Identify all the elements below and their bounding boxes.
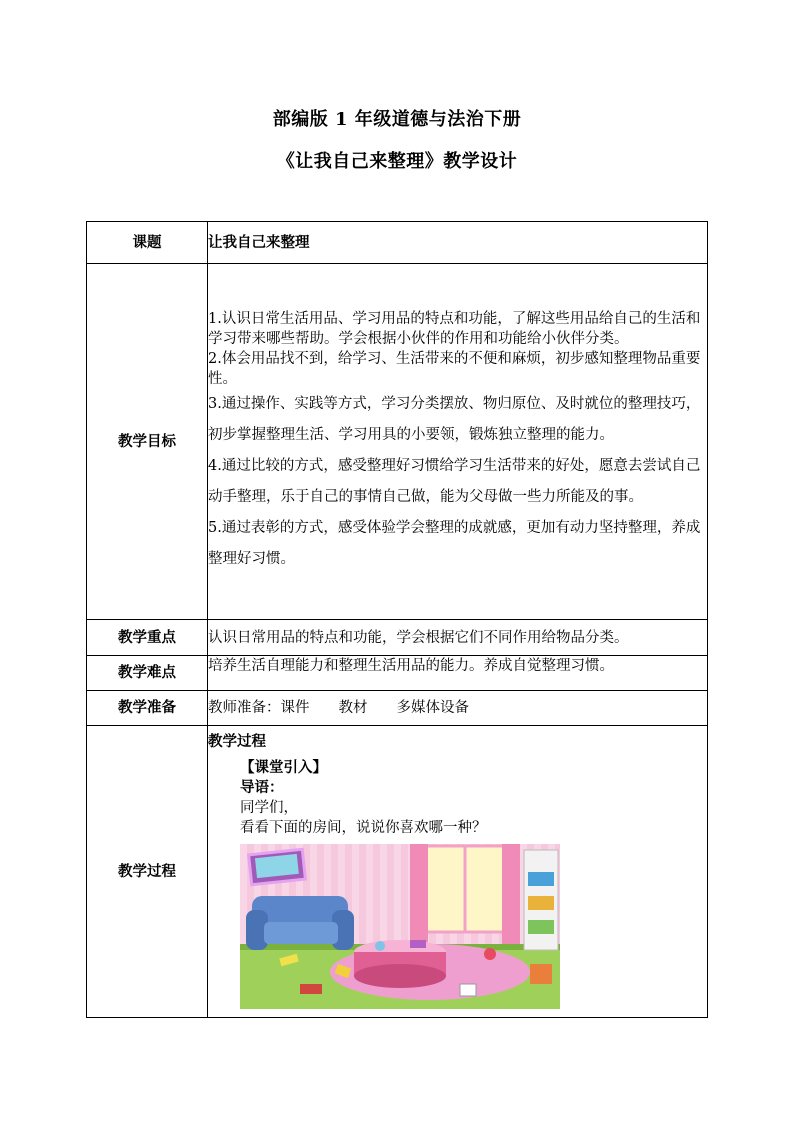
process-heading: 教学过程 [208, 733, 266, 750]
lead-in-label: 导语： [240, 779, 284, 796]
topic-label: 课题 [87, 222, 208, 264]
section-intro-heading: 【课堂引入】 [240, 759, 327, 776]
document-subtitle: 《让我自己来整理》教学设计 [276, 151, 518, 172]
difficulty-value: 培养生活自理能力和整理生活用品的能力。养成自觉整理习惯。 [208, 656, 708, 691]
table-row-key-points [87, 620, 708, 656]
table-row-difficulty [87, 656, 708, 691]
goals-label: 教学目标 [87, 264, 208, 620]
messy-room-illustration [240, 844, 560, 1009]
key-points-value: 认识日常用品的特点和功能，学会根据它们不同作用给物品分类。 [208, 620, 708, 656]
process-label: 教学过程 [87, 726, 208, 1018]
process-line-1: 同学们， [240, 800, 298, 816]
goal-item-1: 1.认识日常生活用品、学习用品的特点和功能，了解这些用品给自己的生活和学习带来哪些帮助。学会根据小伙伴的作用和功能给小伙伴分类。 [208, 310, 701, 347]
table-row-process [87, 726, 708, 1018]
table-row-topic [87, 222, 708, 264]
key-points-label: 教学重点 [87, 620, 208, 656]
document-title: 部编版 1 年级道德与法治下册 [272, 109, 522, 130]
preparation-value: 教师准备：课件 教材 多媒体设备 [208, 691, 708, 726]
table-row-preparation [87, 691, 708, 726]
goal-item-5: 5.通过表彰的方式，感受体验学会整理的成就感，更加有动力坚持整理，养成整理好习惯。 [208, 519, 701, 567]
goal-item-4: 4.通过比较的方式，感受整理好习惯给学习生活带来的好处，愿意去尝试自己动手整理，乐于自己的事情自己做，能为父母做一些力所能及的事。 [208, 457, 701, 505]
goal-item-3: 3.通过操作、实践等方式，学习分类摆放、物归原位、及时就位的整理技巧，初步掌握整理生活、学习用具的小要领，锻炼独立整理的能力。 [208, 395, 701, 443]
lesson-plan-table [86, 221, 708, 1018]
goals-cell [208, 264, 708, 620]
goal-item-2: 2.体会用品找不到，给学习、生活带来的不便和麻烦，初步感知整理物品重要性。 [208, 350, 701, 387]
topic-value: 让我自己来整理 [208, 222, 708, 264]
table-row-goals [87, 264, 708, 620]
process-line-2: 看看下面的房间，说说你喜欢哪一种？ [240, 820, 487, 836]
process-cell [208, 726, 708, 1018]
difficulty-label: 教学难点 [87, 656, 208, 691]
preparation-label: 教学准备 [87, 691, 208, 726]
